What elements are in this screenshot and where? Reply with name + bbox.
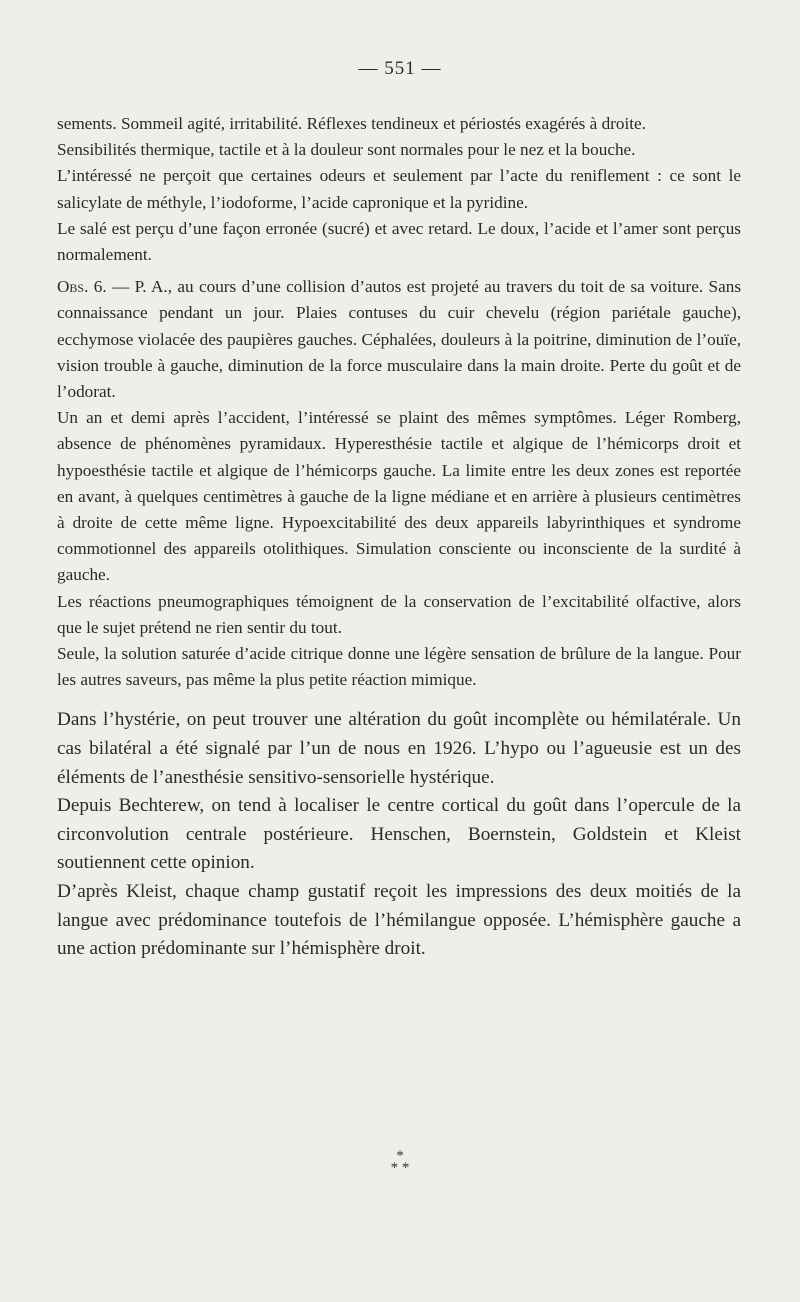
observation-label: Obs. 6. bbox=[57, 277, 107, 297]
paragraph: Les réactions pneumographiques témoignent de la conservation de l’excitabilité olfactive, alors que le sujet prétend ne rien sentir du tout. bbox=[57, 591, 741, 637]
paragraph: Seule, la solution saturée d’acide citrique donne une légère sensation de brûlure de la langue. Pour les autres saveurs, pas même la plus petite réaction mimique. bbox=[57, 644, 741, 690]
page-number: — 551 — bbox=[358, 58, 442, 79]
asterism-bottom: * * bbox=[390, 1160, 410, 1176]
small-print-section bbox=[57, 111, 741, 693]
observation-text: — P. A., au cours d’une collision d’autos est projeté au travers du toit de sa voiture. Sans connaissance pendant un jour. Plaies contuses du cuir chevelu (région pariétale gauche), ecchymose violacée des paupières gauches. Céphalées, douleurs à la poitrine, diminution de l’ouïe, vision trouble à gauche, diminution de la force musculaire dans la main droite. Perte du goût et de l’odorat. bbox=[57, 277, 742, 402]
body-text bbox=[57, 111, 741, 964]
paragraph: Le salé est perçu d’une façon erronée (sucré) et avec retard. Le doux, l’acide et l’amer sont perçus normalement. bbox=[57, 218, 741, 265]
paragraph: L’intéressé ne perçoit que certaines odeurs et seulement par l’acte du reniflement : ce sont le salicylate de méthyle, l’iodoforme, l’acide capronique et la pyridine. bbox=[57, 166, 741, 212]
paragraph: sements. Sommeil agité, irritabilité. Réflexes tendineux et périostés exagérés à droite. bbox=[57, 114, 646, 133]
main-text-section bbox=[57, 706, 741, 963]
paragraph: Sensibilités thermique, tactile et à la douleur sont normales pour le nez et la bouche. bbox=[57, 140, 636, 160]
paragraph: Un an et demi après l’accident, l’intéressé se plaint des mêmes symptômes. Léger Romberg, absence de phénomènes pyramidaux. Hyperesthésie tactile et algique de l’hémicorps droit et hypoesthésie tactile et algique de l’hémicorps gauche. La limite entre les deux zones est reportée en avant, à quelques centimètres à gauche de la ligne médiane et en arrière à plusieurs centimètres à droite de cette même ligne. Hypoexcitabilité des deux appareils labyrinthiques et syndrome commotionnel des appareils otolithiques. Simulation consciente ou inconsciente de la surdité à gauche. bbox=[57, 408, 741, 585]
asterism-top: * bbox=[396, 1148, 404, 1164]
paragraph: Depuis Bechterew, on tend à localiser le centre cortical du goût dans l’opercule de la circonvolution centrale postérieure. Henschen, Boernstein, Goldstein et Kleist soutiennent cette opinion. bbox=[57, 795, 741, 874]
observation-paragraph bbox=[57, 274, 741, 405]
asterism-ornament bbox=[0, 1150, 800, 1174]
paragraph: D’après Kleist, chaque champ gustatif reçoit les impressions des deux moitiés de la langue avec prédominance toutefois de l’hémilangue opposée. L’hémisphère gauche a une action prédominante sur l’hémisphère droit. bbox=[57, 881, 741, 960]
paragraph: Dans l’hystérie, on peut trouver une altération du goût incomplète ou hémilatérale. Un cas bilatéral a été signalé par l’un de nous en 1926. L’hypo ou l’agueusie est un des éléments de l’anesthésie sensitivo-sensorielle hystérique. bbox=[57, 709, 741, 788]
